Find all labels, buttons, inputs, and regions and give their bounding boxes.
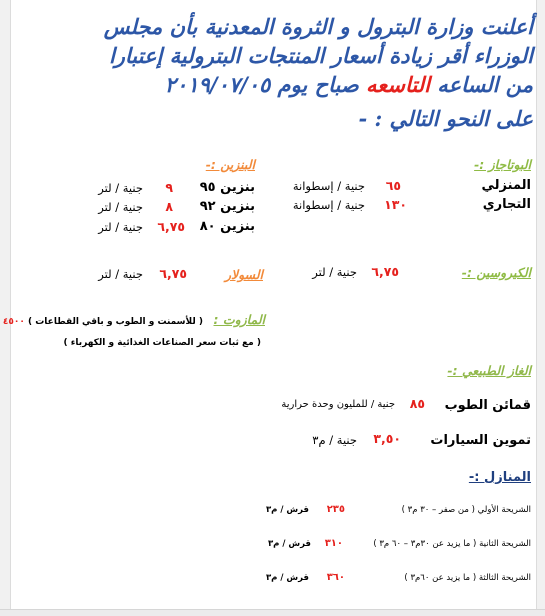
solar-unit: جنية / لتر — [98, 267, 143, 281]
headline-date: صباح يوم ٢٠١٩/٠٧/٠٥ — [164, 72, 359, 97]
headline-highlight: التاسعه — [366, 72, 430, 97]
vehicle-fuel-label: تموين السيارات — [430, 433, 531, 448]
butagas-commercial-price: ١٣٠ — [384, 197, 407, 212]
kerosene-price: ٦,٧٥ — [371, 264, 399, 279]
mazot-price: ٤٥٠٠ — [2, 317, 25, 327]
headline-line-1: أعلنت وزارة البترول و الثروة المعدنية بأن مجلس — [103, 14, 533, 39]
benzine-92-unit: جنية / لتر — [98, 200, 143, 214]
benzine-95-label: بنزين ٩٥ — [199, 180, 255, 195]
homes-title: المنازل :- — [468, 470, 531, 485]
benzine-80-label: بنزين ٨٠ — [199, 219, 255, 234]
butagas-title: البوتاجاز :- — [474, 157, 531, 172]
natural-gas-title: الغاز الطبيعي :- — [447, 363, 531, 378]
benzine-80-price: ٦,٧٥ — [157, 219, 185, 234]
tier-1-price: ٢٣٥ — [326, 504, 345, 515]
brick-kilns-price: ٨٥ — [409, 396, 425, 411]
tier-2-label: الشريحة الثانية ( ما يزيد عن ٣٠م٣ – ٦٠ م٣ ) — [373, 539, 531, 549]
headline-line-2: الوزراء أقر زيادة أسعار المنتجات البترولية إعتبارا — [108, 43, 533, 68]
solar-title: السولار — [224, 267, 263, 282]
mazot-note — [0, 318, 203, 327]
butagas-commercial-unit: جنية / إسطوانة — [292, 198, 365, 212]
page-right-edge — [536, 0, 545, 616]
tier-3-unit: قرش / م٣ — [265, 573, 309, 583]
tier-1-label: الشريحة الأولي ( من صفر – ٣٠ م٣ ) — [401, 505, 531, 515]
tier-1-unit: قرش / م٣ — [265, 505, 309, 515]
benzine-92-label: بنزين ٩٢ — [199, 199, 255, 214]
tier-2-price: ٣١٠ — [324, 538, 343, 549]
butagas-home-price: ٦٥ — [385, 178, 401, 193]
page-bottom-edge — [0, 609, 545, 616]
tier-2-unit: قرش / م٣ — [267, 539, 311, 549]
mazot-note-2: ( مع ثبات سعر الصناعات الغذائية و الكهرباء ) — [63, 338, 261, 348]
brick-kilns-unit: جنية / للمليون وحدة حرارية — [281, 399, 395, 410]
butagas-home-label: المنزلي — [481, 178, 531, 193]
benzine-92-price: ٨ — [165, 199, 173, 214]
mazot-sectors: ( للأسمنت و الطوب و باقي القطاعات ) — [28, 317, 203, 327]
butagas-home-unit: جنية / إسطوانة — [292, 179, 365, 193]
headline-line-4: على النحو التالي : - — [358, 106, 533, 131]
vehicle-fuel-price: ٣,٥٠ — [373, 431, 401, 446]
benzine-80-unit: جنية / لتر — [98, 220, 143, 234]
tier-3-price: ٣٦٠ — [326, 572, 345, 583]
benzine-95-unit: جنية / لتر — [98, 181, 143, 195]
kerosene-unit: جنية / لتر — [312, 265, 357, 279]
page-left-edge — [0, 0, 11, 616]
headline-line-3-start: من الساعه — [437, 72, 533, 97]
brick-kilns-label: قمائن الطوب — [444, 398, 531, 413]
benzine-95-price: ٩ — [165, 180, 173, 195]
tier-3-label: الشريحة الثالثة ( ما يزيد عن ٦٠م٣ ) — [404, 573, 531, 583]
butagas-commercial-label: التجاري — [482, 197, 531, 212]
headline-line-3 — [165, 74, 533, 95]
vehicle-fuel-unit: جنية / م٣ — [312, 433, 357, 447]
benzine-title: البنزين :- — [205, 157, 255, 172]
mazot-title: المازوت : — [213, 312, 265, 327]
solar-price: ٦,٧٥ — [159, 266, 187, 281]
kerosene-title: الكيروسين :- — [461, 265, 531, 280]
